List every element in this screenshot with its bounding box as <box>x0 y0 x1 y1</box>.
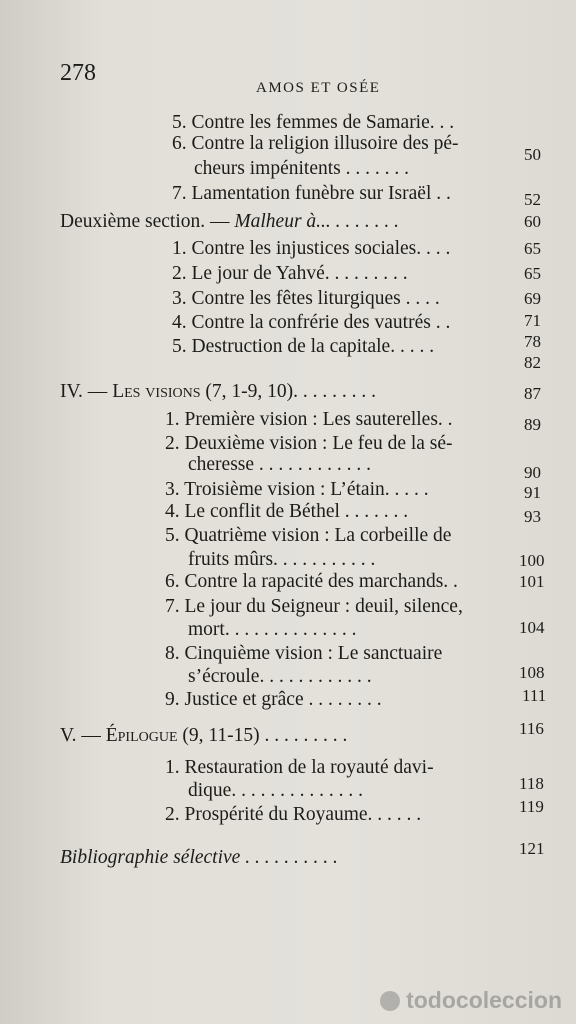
toc-page-ref: 78 <box>524 332 541 351</box>
toc-entry: fruits mûrs. . . . . . . . . . . <box>188 549 376 570</box>
toc-chapter-range: (7, 1-9, 10). . . . . . . . . <box>200 381 377 402</box>
toc-chapter-title: Les visions <box>112 381 201 402</box>
toc-chapter-entry <box>60 725 347 747</box>
toc-chapter-range: (9, 11-15) . . . . . . . . . <box>177 725 348 746</box>
toc-page-ref: 82 <box>524 353 541 372</box>
toc-page-ref: 101 <box>519 572 545 591</box>
toc-page-ref: 52 <box>524 190 541 209</box>
toc-entry: 1. Restauration de la royauté davi- <box>165 757 434 778</box>
toc-entry: 1. Première vision : Les sauterelles. . <box>165 409 453 430</box>
toc-entry: 6. Contre la religion illusoire des pé- <box>172 133 459 154</box>
toc-chapter-number: V. — <box>60 725 106 746</box>
toc-page-ref: 91 <box>524 483 541 502</box>
toc-page-ref: 121 <box>519 839 545 858</box>
toc-page-ref: 100 <box>519 551 545 570</box>
toc-entry: 2. Deuxième vision : Le feu de la sé- <box>165 433 453 454</box>
toc-entry: 5. Quatrième vision : La corbeille de <box>165 525 452 546</box>
toc-entry: 3. Troisième vision : L’étain. . . . . <box>165 479 429 500</box>
toc-entry: 3. Contre les fêtes liturgiques . . . . <box>172 288 440 309</box>
toc-page-ref: 116 <box>519 719 544 738</box>
toc-entry: 8. Cinquième vision : Le sanctuaire <box>165 643 443 664</box>
toc-page-ref: 118 <box>519 774 544 793</box>
toc-entry: cheresse . . . . . . . . . . . . <box>188 454 372 475</box>
watermark-text: todocoleccion <box>406 987 562 1013</box>
toc-page-ref: 87 <box>524 384 541 403</box>
toc-chapter-number: IV. — <box>60 381 113 402</box>
watermark-logo-icon <box>380 991 400 1011</box>
toc-entry: 9. Justice et grâce . . . . . . . . <box>165 689 382 710</box>
toc-entry: 4. Le conflit de Béthel . . . . . . . <box>165 501 409 522</box>
toc-page-ref: 65 <box>524 239 541 258</box>
toc-entry: 6. Contre la rapacité des marchands. . <box>165 571 458 592</box>
toc-page-ref: 60 <box>524 212 541 231</box>
toc-page-ref: 65 <box>524 264 541 283</box>
toc-section-label: Deuxième section. — <box>60 211 235 232</box>
toc-entry: 7. Lamentation funèbre sur Israël . . <box>172 183 451 204</box>
page-number: 278 <box>60 60 96 86</box>
toc-chapter-entry <box>60 381 376 403</box>
watermark <box>380 987 562 1014</box>
toc-entry: 5. Contre les femmes de Samarie. . . <box>172 112 455 133</box>
toc-section-title: Malheur à... . . . . . . . <box>234 211 400 232</box>
toc-entry: 1. Contre les injustices sociales. . . . <box>172 238 451 259</box>
toc-entry: cheurs impénitents . . . . . . . <box>194 158 410 179</box>
running-head: AMOS ET OSÉE <box>256 80 381 96</box>
toc-chapter-title: Épilogue <box>105 725 178 746</box>
toc-entry: s’écroule. . . . . . . . . . . . <box>188 666 372 687</box>
toc-entry: 4. Contre la confrérie des vautrés . . <box>172 312 451 333</box>
toc-page-ref: 69 <box>524 289 541 308</box>
toc-bibliography-entry: Bibliographie sélective . . . . . . . . . . <box>60 847 338 868</box>
toc-entry: 7. Le jour du Seigneur : deuil, silence, <box>165 596 463 617</box>
toc-page-ref: 108 <box>519 663 545 682</box>
toc-page-ref: 89 <box>524 415 541 434</box>
toc-page-ref: 111 <box>522 686 547 705</box>
toc-page-ref: 104 <box>519 618 545 637</box>
toc-page-ref: 71 <box>524 311 541 330</box>
toc-entry: 2. Le jour de Yahvé. . . . . . . . . <box>172 263 408 284</box>
toc-entry: dique. . . . . . . . . . . . . . <box>188 780 363 801</box>
toc-page-ref: 50 <box>524 145 541 164</box>
toc-page-ref: 93 <box>524 507 541 526</box>
toc-entry: 5. Destruction de la capitale. . . . . <box>172 336 435 357</box>
toc-section-entry <box>60 211 399 233</box>
toc-page-ref: 119 <box>519 797 544 816</box>
toc-entry: mort. . . . . . . . . . . . . . <box>188 619 357 640</box>
toc-page-ref: 90 <box>524 463 541 482</box>
toc-entry: 2. Prospérité du Royaume. . . . . . <box>165 804 422 825</box>
